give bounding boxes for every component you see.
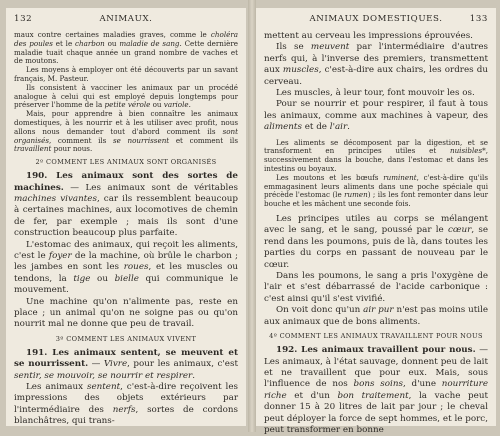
text-run: Les aliments se décomposent par la digestion, et se transforment en principes utiles et: [264, 137, 488, 156]
paragraph: [14, 110, 238, 154]
text-run: et comment ils: [169, 135, 238, 145]
text-run: et le: [52, 38, 76, 48]
text-run: *, successivement dans la bouche, dans l'estomac et dans les intestins ou boyaux.: [264, 146, 488, 174]
paragraph: [14, 382, 238, 428]
text-run: , et les muscles ou tendons, la: [14, 262, 238, 284]
left-page: [6, 8, 246, 426]
italic-term: air pur: [363, 305, 394, 316]
paragraph: [264, 88, 488, 99]
italic-term: foyer: [48, 251, 72, 261]
book-gutter: [248, 0, 256, 432]
paragraph: [14, 84, 238, 110]
text-run: , sortes de cordons blanchâtres, qui trans-: [14, 404, 238, 427]
article-heading: 191. Les animaux sentent, se meuvent et se nourrissent.: [14, 347, 238, 370]
italic-term: muscles: [282, 65, 319, 76]
paragraph-192: [264, 345, 488, 436]
text-run: Ils consistent à vacciner les animaux par un procédé analogue à celui qui est employé depuis longtemps pour préserver l'homme de la: [14, 82, 238, 110]
text-run: , c'est-à-dire qu'ils emmagasinent leurs aliments dans une poche spéciale qui précède l'estomac (le: [264, 172, 488, 200]
text-run: — Les animaux sont de véritables: [63, 182, 238, 193]
italic-term: charbon: [75, 38, 105, 48]
italic-term: rumen: [344, 190, 368, 200]
text-run: Mais, pour apprendre à bien connaître les animaux domestiques, à les nourrir et à les utiliser avec profit, nous allons nous demander tout d'abord comment ils: [14, 109, 238, 136]
italic-term: cœur: [447, 225, 472, 236]
text-run: qui communique le mouvement.: [14, 273, 239, 296]
text-run: ou: [90, 273, 115, 284]
italic-term: bielle: [114, 273, 139, 284]
italic-term: ruminent: [383, 172, 417, 182]
article-heading: 190. Les animaux sont des sortes de machines.: [14, 171, 238, 193]
text-run: Dans les poumons, le sang a pris l'oxygène de l'air et s'est débarrassé de l'acide carbonique : c'est ainsi qu'il s'est vivifié.: [264, 271, 488, 304]
text-run: , c'est-à-dire reçoivent les impressions des objets extérieurs par l'intermédiaire des: [14, 382, 239, 415]
text-run: .: [192, 370, 196, 381]
italic-term: variole: [163, 100, 189, 110]
italic-term: machines vivantes: [14, 193, 97, 204]
text-run: maux contre certaines maladies graves, comme le: [14, 30, 211, 39]
section-heading: 2º COMMENT LES ANIMAUX SONT ORGANISÉS: [35, 158, 217, 167]
section-heading: 3º COMMENT LES ANIMAUX VIVENT: [55, 334, 197, 343]
right-page-header: [264, 14, 488, 28]
text-run: Les principes utiles au corps se mélangent avec le sang, et le sang, poussé par le: [264, 214, 488, 236]
article-body: [264, 345, 488, 435]
italic-term: nerfs: [112, 404, 136, 415]
text-run: Les animaux: [26, 382, 87, 393]
text-run: ) ; ils les font remonter dans leur bouche et les mâchent une seconde fois.: [264, 190, 489, 209]
text-run: Une machine qu'on n'alimente pas, reste en place ; un animal qu'on ne soigne pas ou qu'on nourrit mal ne donne que peu de travail.: [14, 296, 238, 330]
text-run: n'est pas moins utile aux animaux que de bons aliments.: [264, 305, 488, 327]
page-number: 133: [469, 14, 488, 24]
text-run: Pour se nourrir et pour respirer, il faut à tous les animaux, comme aux machines à vapeur, des: [264, 99, 488, 121]
italic-term: sentir, se mouvoir, se nourrir et respirer: [14, 370, 193, 381]
paragraph: [14, 66, 238, 84]
italic-term: petite vérole: [104, 100, 151, 110]
italic-term: maladie de sang: [119, 38, 180, 48]
text-run: , d'une: [402, 379, 442, 390]
text-run: — Les animaux, à l'état sauvage, donnent peu de lait et ne travaillent que pour eux. Mais, sous l'influence de nos: [264, 345, 488, 390]
text-run: mettent au cerveau les impressions éprouvées.: [264, 31, 473, 41]
text-run: Les moyens à employer ont été découverts par un savant français, M. Pasteur.: [14, 65, 238, 83]
italic-term: se nourrissent: [112, 135, 170, 145]
paragraph: [14, 240, 238, 297]
text-run: L'estomac des animaux, qui reçoit les aliments, c'est le: [14, 239, 238, 261]
italic-term: travaillent: [14, 144, 52, 154]
italic-term: aliments: [264, 122, 302, 133]
text-run: On voit donc qu'un: [276, 305, 364, 316]
paragraph-191: [14, 348, 238, 382]
text-run: ou: [150, 100, 164, 110]
paragraph: [264, 305, 488, 328]
running-title: ANIMAUX.: [99, 14, 153, 24]
italic-term: roues: [123, 262, 149, 273]
text-run: et de: [301, 122, 330, 133]
italic-term: sont organisés: [14, 126, 238, 145]
text-run: .: [188, 100, 191, 110]
running-title: ANIMAUX DOMESTIQUES.: [309, 14, 443, 24]
text-run: —: [88, 359, 104, 370]
text-run: . Cette dernière maladie tuait chaque année un grand nombre de vaches et de moutons.: [14, 38, 239, 66]
right-page: [256, 8, 496, 435]
text-run: Ils se: [276, 42, 311, 53]
text-run: Les muscles, à leur tour, font mouvoir les os.: [276, 88, 475, 99]
left-page-header: [14, 14, 238, 28]
text-run: , pour les animaux, c'est: [127, 359, 238, 370]
paragraph: [264, 42, 488, 88]
text-run: , la vache peut donner 15 à 20 litres de lait par jour ; le cheval peut déployer la force de sept hommes, et le porc, peut transformer en bonne: [264, 390, 488, 435]
text-run: et d'un: [286, 390, 338, 401]
text-run: , c'est-à-dire aux chairs, les ordres du cerveau.: [264, 65, 489, 87]
italic-term: bon traitement: [337, 390, 409, 401]
page-number: 132: [14, 14, 33, 24]
text-run: .: [347, 122, 350, 133]
paragraph: [264, 31, 488, 42]
paragraph: [14, 31, 238, 66]
text-run: , se rend dans les poumons, puis de là, dans toutes les parties du corps en passant de nouveau par le cœur.: [264, 225, 488, 270]
paragraph: [264, 214, 488, 271]
text-run: , car ils ressemblent beaucoup à certaines machines, aux locomotives de chemin de fer, par exemple ; mais ils sont d'une construction beaucoup plus parfaite.: [14, 193, 238, 239]
italic-term: sentent: [86, 382, 121, 393]
paragraph-190: [14, 171, 238, 239]
text-run: par l'intermédiaire d'autres nerfs qui, à l'inverse des premiers, transmettent aux: [264, 42, 488, 76]
text-run: de la machine, où brûle le charbon ; les jambes en sont les: [14, 251, 239, 273]
italic-term: l'air: [329, 122, 348, 133]
italic-term: meuvent: [310, 42, 350, 53]
paragraph: [264, 99, 488, 133]
text-run: ou: [104, 38, 120, 48]
italic-term: nuisibles: [449, 146, 483, 156]
italic-term: nourriture riche: [264, 379, 488, 401]
article-heading: 192. Les animaux travaillent pour nous.: [276, 345, 476, 356]
paragraph: [264, 174, 488, 209]
paragraph: [264, 139, 488, 174]
paragraph: [264, 271, 488, 305]
italic-term: bons soins: [353, 379, 403, 390]
text-run: Les moutons et les bœufs: [276, 172, 384, 182]
text-run: pour nous.: [51, 144, 93, 154]
italic-term: choléra des poules: [14, 30, 238, 48]
italic-term: Vivre: [103, 359, 128, 370]
italic-term: tige: [73, 273, 91, 284]
paragraph: [14, 297, 238, 331]
text-run: , comment ils: [48, 135, 113, 145]
section-heading: 4º COMMENT LES ANIMAUX TRAVAILLENT POUR NOUS: [269, 332, 483, 341]
